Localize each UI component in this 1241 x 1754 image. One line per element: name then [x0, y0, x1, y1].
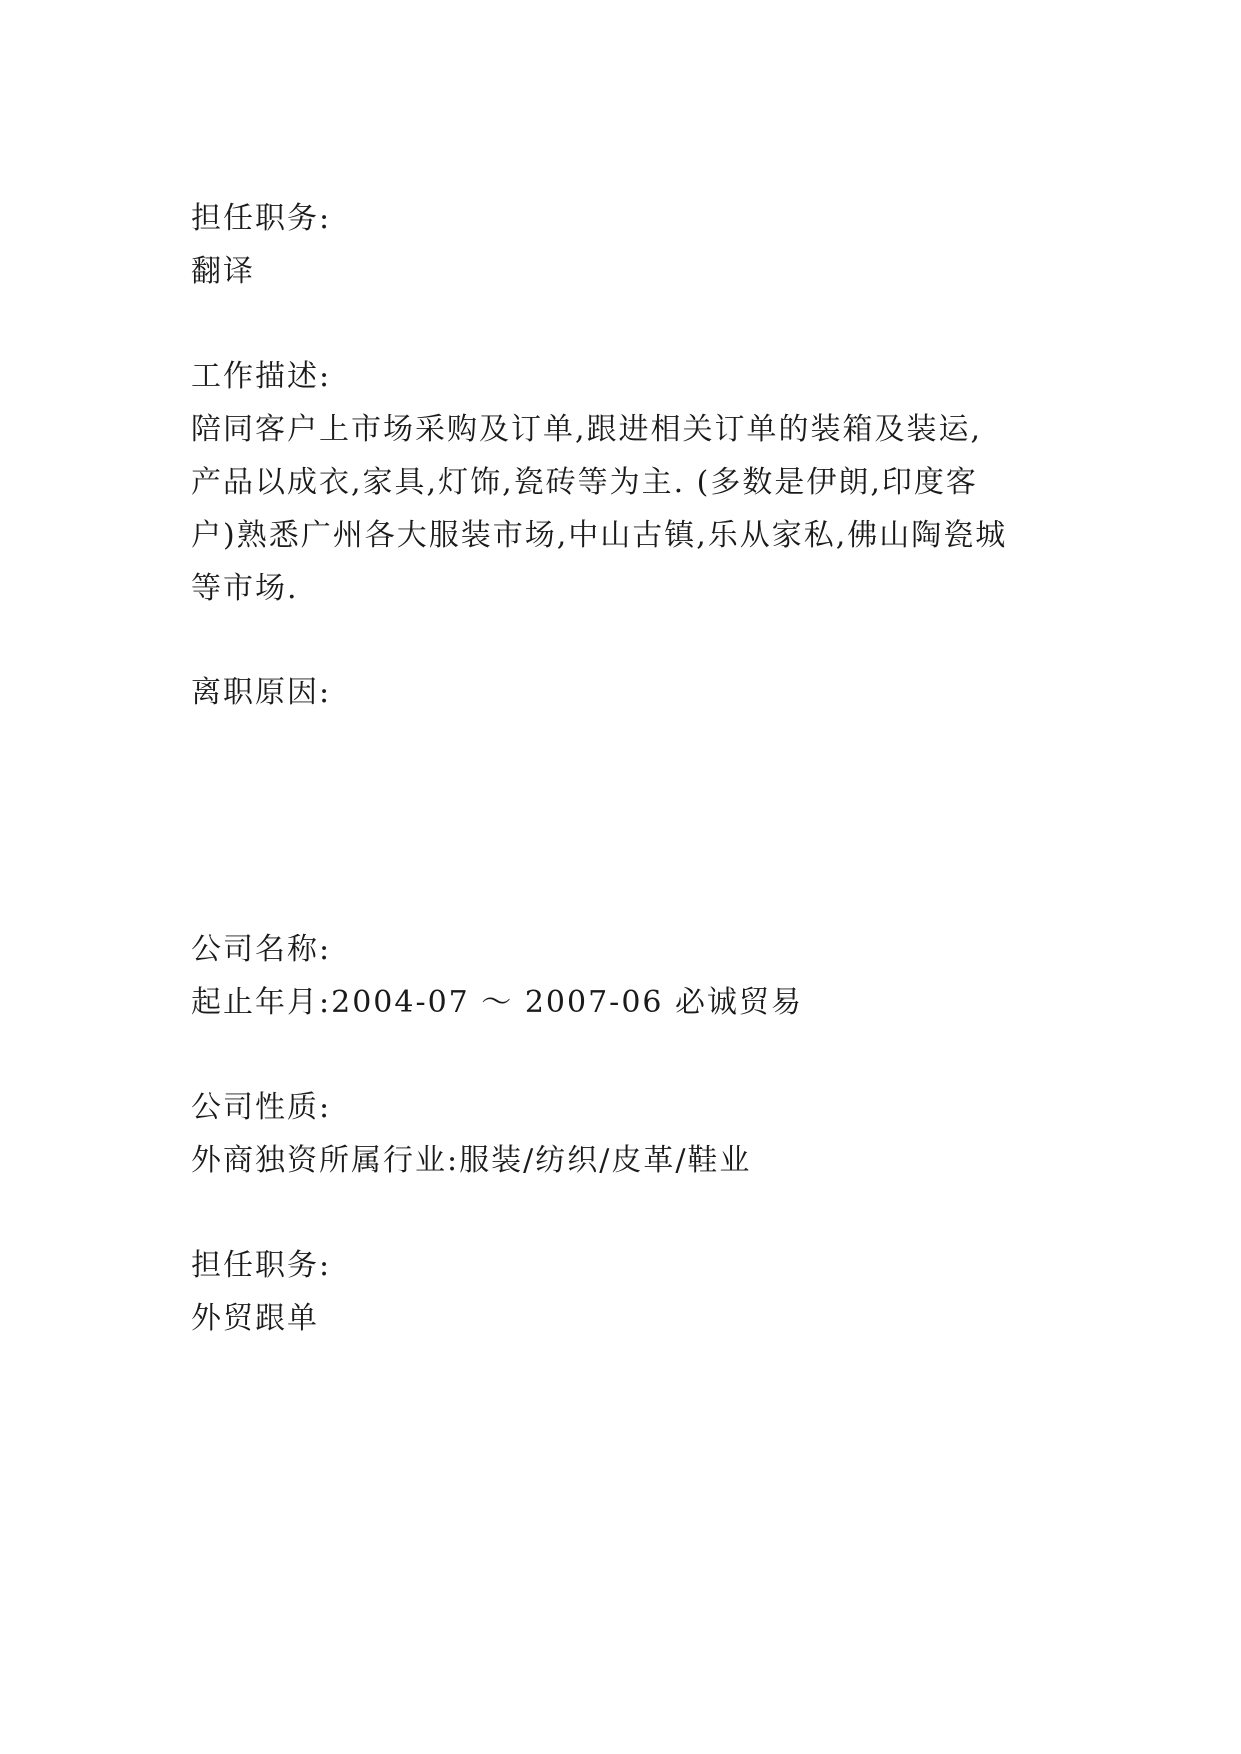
job-description-label: 工作描述:	[191, 359, 332, 394]
job-description-line-2: 产品以成衣,家具,灯饰,瓷砖等为主. (多数是伊朗,印度客	[191, 465, 978, 500]
position-label-2: 担任职务:	[191, 1248, 332, 1283]
job-description-line-1: 陪同客户上市场采购及订单,跟进相关订单的装箱及装运,	[191, 412, 983, 447]
job-description-line-3: 户)熟悉广州各大服装市场,中山古镇,乐从家私,佛山陶瓷城	[191, 518, 1008, 553]
job-description-line-4: 等市场.	[191, 571, 299, 606]
company-name-label: 公司名称:	[191, 932, 332, 967]
leave-reason-label: 离职原因:	[191, 675, 332, 710]
position-value-1: 翻译	[191, 254, 255, 289]
position-value-2: 外贸跟单	[191, 1301, 319, 1336]
company-nature-label: 公司性质:	[191, 1090, 332, 1125]
company-nature-industry-line: 外商独资所属行业:服装/纺织/皮革/鞋业	[191, 1143, 752, 1178]
employment-period-line: 起止年月:2004-07 ～ 2007-06 必诚贸易	[191, 985, 804, 1020]
position-label-1: 担任职务:	[191, 201, 332, 236]
